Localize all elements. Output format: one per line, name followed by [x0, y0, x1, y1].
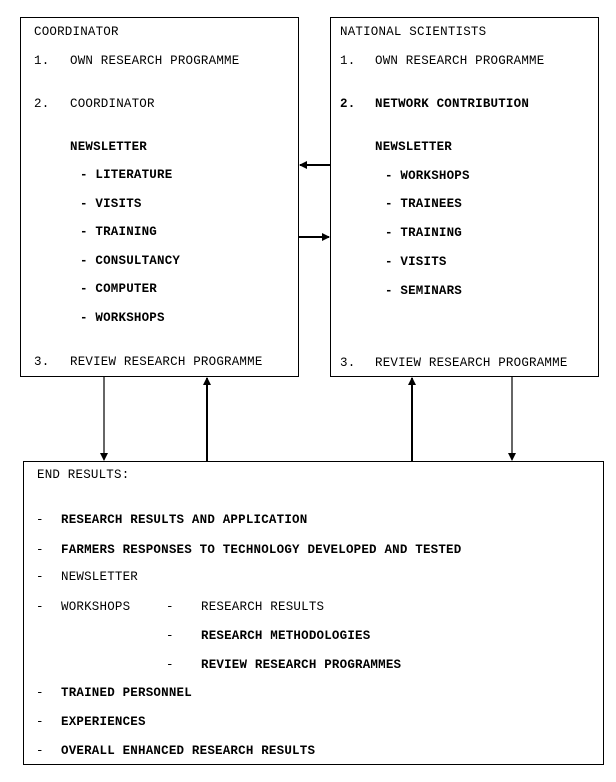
scientists-newsletter-item: - TRAINING [385, 226, 463, 240]
end-results-item: WORKSHOPS [61, 600, 131, 614]
coordinator-item2-number: 2. [34, 97, 50, 111]
end-results-item: OVERALL ENHANCED RESEARCH RESULTS [61, 744, 316, 758]
scientists-item1-label: OWN RESEARCH PROGRAMME [375, 54, 545, 68]
workshop-sub-item: REVIEW RESEARCH PROGRAMMES [201, 658, 402, 672]
scientists-newsletter-item: - TRAINEES [385, 197, 463, 211]
workshop-sub-dash: - [166, 629, 174, 643]
coordinator-newsletter-item: - LITERATURE [80, 168, 173, 182]
end-results-item: EXPERIENCES [61, 715, 146, 729]
national-scientists-box [330, 17, 599, 377]
coordinator-item3-label: REVIEW RESEARCH PROGRAMME [70, 355, 263, 369]
coordinator-newsletter-item: - VISITS [80, 197, 142, 211]
workshop-sub-item: RESEARCH METHODOLOGIES [201, 629, 371, 643]
coordinator-title: COORDINATOR [34, 25, 119, 39]
scientists-item3-label: REVIEW RESEARCH PROGRAMME [375, 356, 568, 370]
coordinator-newsletter-item: - WORKSHOPS [80, 311, 165, 325]
workshop-sub-dash: - [166, 658, 174, 672]
end-results-item: FARMERS RESPONSES TO TECHNOLOGY DEVELOPED AND TESTED [61, 543, 462, 557]
end-results-dash: - [36, 744, 44, 758]
coordinator-item2-label: COORDINATOR [70, 97, 155, 111]
end-results-item: RESEARCH RESULTS AND APPLICATION [61, 513, 308, 527]
scientists-title: NATIONAL SCIENTISTS [340, 25, 487, 39]
scientists-item1-number: 1. [340, 54, 356, 68]
end-results-dash: - [36, 513, 44, 527]
scientists-item2-label: NETWORK CONTRIBUTION [375, 97, 530, 111]
workshop-sub-item: RESEARCH RESULTS [201, 600, 325, 614]
scientists-newsletter-item: - VISITS [385, 255, 447, 269]
scientists-item2-number: 2. [340, 97, 356, 111]
scientists-newsletter-label: NEWSLETTER [375, 140, 453, 154]
end-results-title: END RESULTS: [37, 468, 130, 482]
coordinator-newsletter-label: NEWSLETTER [70, 140, 148, 154]
end-results-item: NEWSLETTER [61, 570, 139, 584]
end-results-dash: - [36, 543, 44, 557]
end-results-dash: - [36, 715, 44, 729]
coordinator-item1-number: 1. [34, 54, 50, 68]
coordinator-newsletter-item: - CONSULTANCY [80, 254, 181, 268]
workshop-sub-dash: - [166, 600, 174, 614]
coordinator-newsletter-item: - COMPUTER [80, 282, 158, 296]
end-results-item: TRAINED PERSONNEL [61, 686, 192, 700]
scientists-newsletter-item: - WORKSHOPS [385, 169, 470, 183]
coordinator-item3-number: 3. [34, 355, 50, 369]
end-results-dash: - [36, 570, 44, 584]
end-results-dash: - [36, 600, 44, 614]
scientists-newsletter-item: - SEMINARS [385, 284, 463, 298]
scientists-item3-number: 3. [340, 356, 356, 370]
coordinator-item1-label: OWN RESEARCH PROGRAMME [70, 54, 240, 68]
coordinator-newsletter-item: - TRAINING [80, 225, 158, 239]
end-results-dash: - [36, 686, 44, 700]
